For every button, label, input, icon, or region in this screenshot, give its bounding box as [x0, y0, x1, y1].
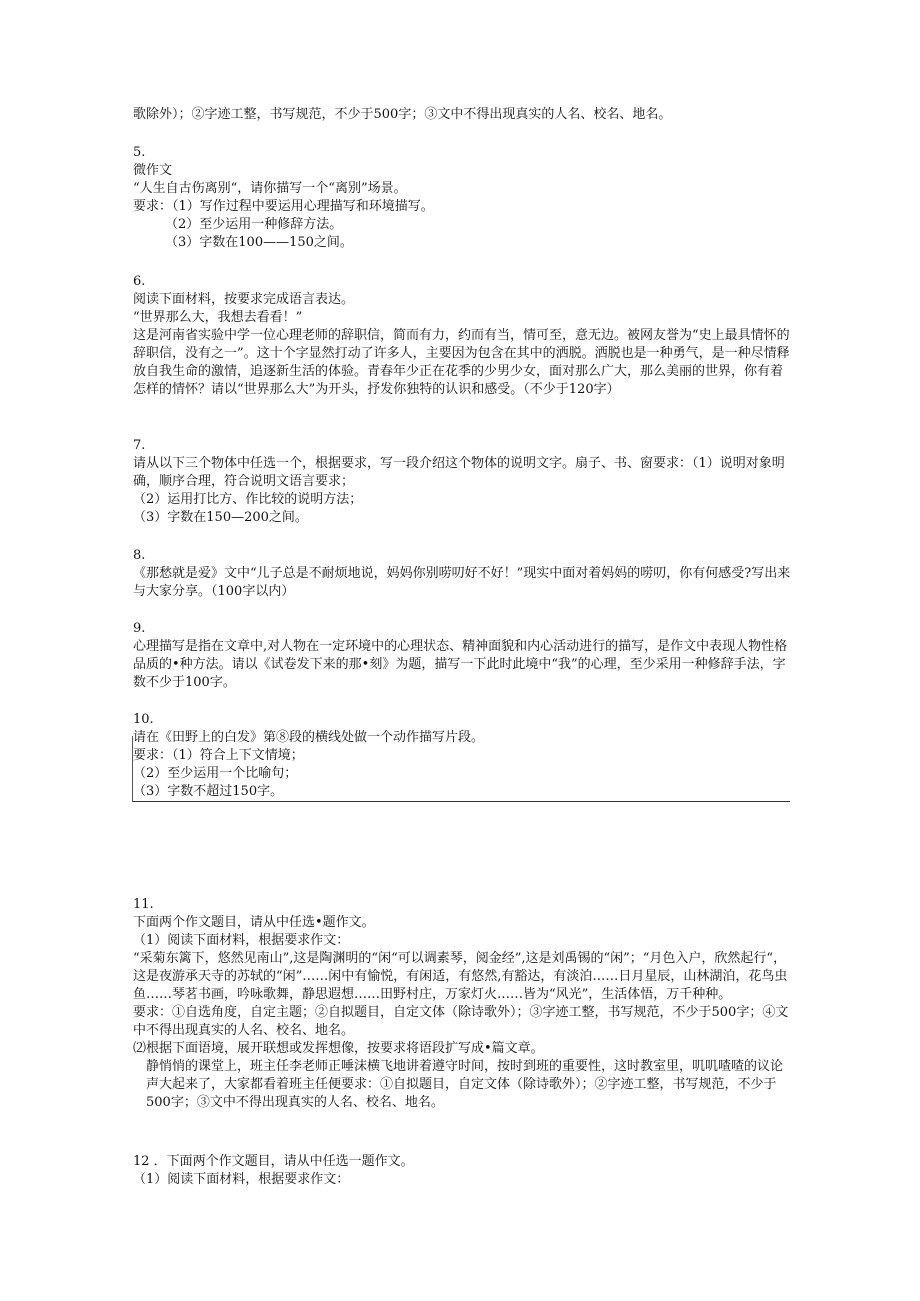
question-body: 《那愁就是爱》文中“儿子总是不耐烦地说，妈妈你别唠叨好不好！”现实中面对着妈妈的唠叨，你有何感受?写出来与大家分享。（100字以内） — [133, 566, 791, 599]
question-10 — [133, 711, 793, 801]
requirement-3: （3）字数不超过150字。 — [133, 784, 284, 799]
continuation-text — [133, 106, 793, 124]
question-7 — [133, 437, 793, 527]
subquestion-2-heading: ⑵根据下面语境，展开联想或发挥想像，按要求将语段扩写成•篇文章。 — [133, 1041, 544, 1056]
subquestion-2-context: 静悄悄的课堂上，班主任李老师正唾沫横飞地讲着遵守时间，按时到班的重要性，这时教室里，叽叽喳喳的议论声大起来了，大家都看着班主任便要求：①自拟题目，自定文体（除诗歌外）；②字迹工整，书写规范，不少于500字；③文中不得出现真实的人名、校名、地名。 — [146, 1059, 784, 1110]
question-6 — [133, 273, 793, 399]
requirement-2: （2）至少运用一个比喻句； — [133, 766, 298, 781]
subquestion-1-heading: （1）阅读下面材料，根据要求作文： — [133, 1172, 350, 1187]
question-number: 5. — [133, 145, 146, 160]
question-intro: 阅读下面材料，按要求完成语言表达。 — [133, 292, 355, 307]
margin-line — [132, 736, 133, 802]
question-8 — [133, 547, 793, 601]
question-number: 9. — [133, 621, 146, 636]
requirement-3: （3）字数在100——150之间。 — [165, 235, 353, 250]
question-5 — [133, 144, 793, 252]
question-number: 11. — [133, 897, 154, 912]
question-12 — [133, 1153, 793, 1189]
question-number: 8. — [133, 548, 146, 563]
horizontal-divider — [133, 801, 790, 802]
requirement-1: 要求：（1）符合上下文情境； — [133, 748, 304, 763]
requirement-2: （2）运用打比方、作比较的说明方法； — [133, 492, 363, 507]
question-number: 7. — [133, 438, 146, 453]
requirements-line: 歌除外）；②字迹工整，书写规范，不少于500字；③文中不得出现真实的人名、校名、地名。 — [133, 107, 672, 122]
question-9 — [133, 620, 793, 692]
requirement-3: （3）字数在150—200之间。 — [133, 510, 308, 525]
subquestion-1-requirements: 要求：①自选角度，自定主题；②自拟题目，自定文体（除诗歌外）；③字迹工整，书写规范，不少于500字；④文中不得出现真实的人名、校名、地名。 — [133, 1005, 789, 1038]
question-body: 请从以下三个物体中任选一个，根据要求，写一段介绍这个物体的说明文字。扇子、书、窗要求：（1）说明对象明确，顺序合理，符合说明文语言要求； — [133, 456, 785, 489]
question-11 — [133, 896, 793, 1112]
question-heading: 12 ．下面两个作文题目，请从中任选一题作文。 — [133, 1154, 414, 1169]
subquestion-1-heading: （1）阅读下面材料，根据要求作文： — [133, 933, 350, 948]
question-body: 心理描写是指在文章中,对人物在一定环境中的心理状态、精神面貌和内心活动进行的描写，是作文中表现人物性格品质的•种方法。请以《试卷发下来的那•刻》为题，描写一下此时此境中“我”的心理，至少采用一种修辞手法，字数不少于100字。 — [133, 639, 788, 690]
question-quote: “世界那么大，我想去看看！” — [133, 310, 303, 325]
question-title: 微作文 — [133, 163, 173, 178]
subquestion-1-material: “采菊东篱下，悠然见南山”,这是陶渊明的“闲“可以调素琴，阅金经”,这是刘禹锡的“闲”；“月色入户，欣然起行“，这是夜游承天寺的苏轼的“闲”……闲中有愉悦，有闲适，有悠然,有豁达，有淡泊……日月星辰，山林湖泊，花鸟虫鱼……琴茗书画，吟咏歌舞，静思遐想……田野村庄，万家灯火……皆为“风光”，生活体悟，万千种种。 — [133, 951, 788, 1002]
question-intro: 下面两个作文题目，请从中任选•题作文。 — [133, 915, 375, 930]
question-number: 10. — [133, 712, 154, 727]
question-body: 这是河南省实验中学一位心理老师的辞职信，简而有力，约而有当，情可至，意无边。被网友誉为“史上最具情怀的辞职信，没有之一”。这十个字显然打动了许多人，主要因为包含在其中的洒脱。洒脱也是一种勇气，是一种尽情释放自我生命的激情，追逐新生活的体验。青春年少正在花季的少男少女，面对那么广大，那么美丽的世界，你有着怎样的情怀？请以“世界那么大”为开头，抒发你独特的认识和感受。（不少于120字） — [133, 328, 790, 397]
question-prompt: “人生自古伤离别“，请你描写一个“离别”场景。 — [133, 181, 407, 196]
requirement-1: 要求：（1）写作过程中要运用心理描写和环境描写。 — [133, 199, 434, 214]
question-number: 6. — [133, 274, 146, 289]
question-body: 请在《田野上的白发》第⑧段的横线处做一个动作描写片段。 — [133, 730, 485, 745]
requirement-2: （2）至少运用一种修辞方法。 — [165, 217, 343, 232]
